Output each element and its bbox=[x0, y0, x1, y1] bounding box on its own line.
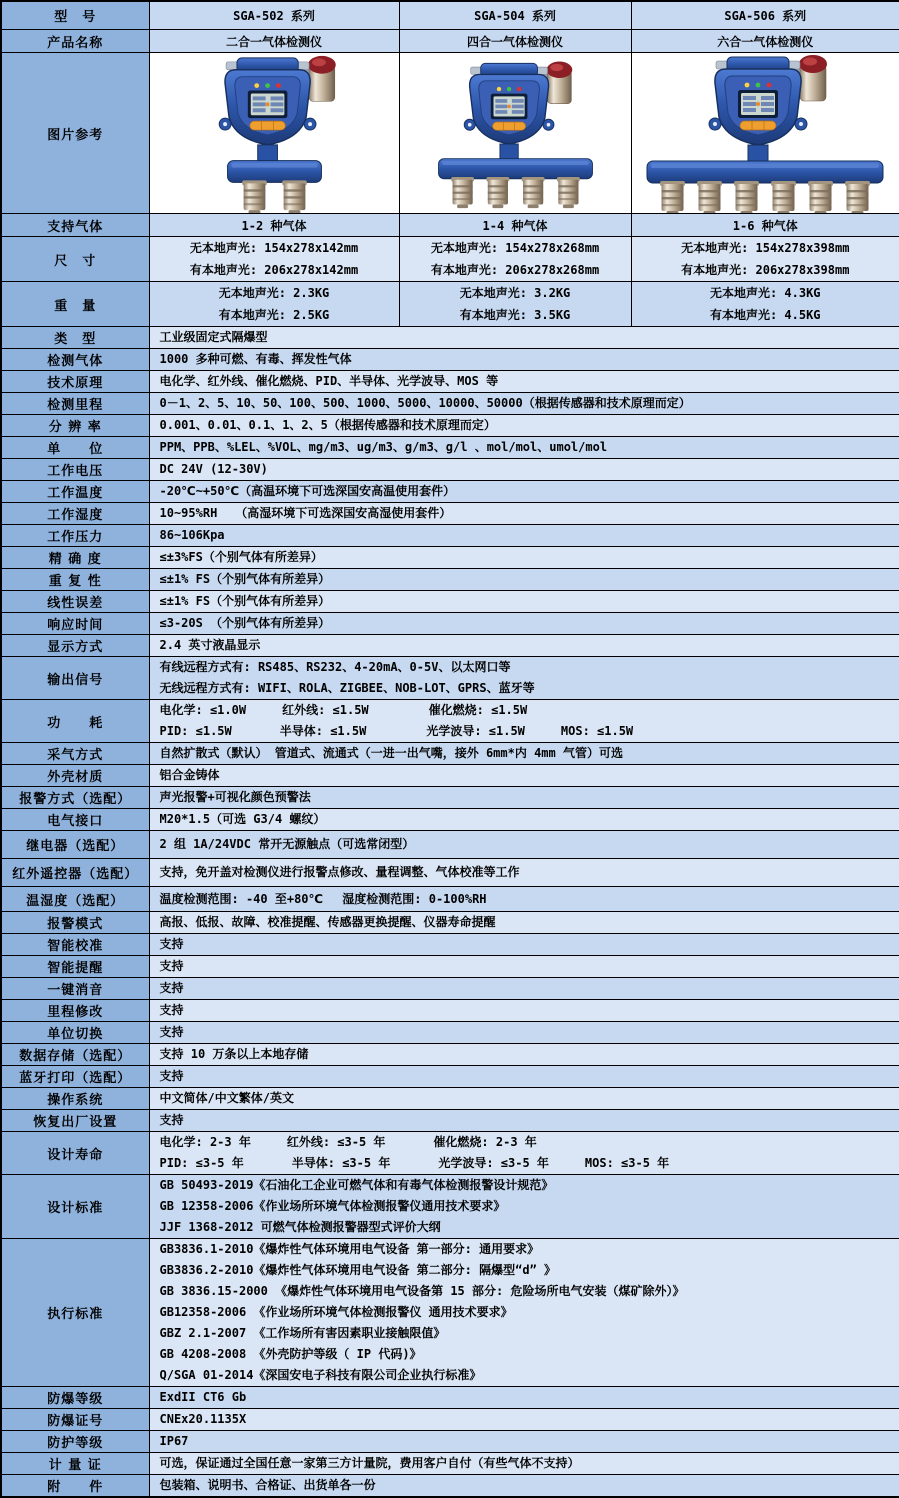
spec-line: PPM、PPB、%LEL、%VOL、mg/m3、ug/m3、g/m3、g/l 、mol/mol、umol/mol bbox=[159, 440, 608, 454]
gas-detector-illustration bbox=[151, 53, 398, 214]
spec-value bbox=[149, 327, 899, 349]
gas-detector-illustration bbox=[401, 53, 630, 214]
supported-gases-value: 1-4 种气体 bbox=[399, 214, 631, 237]
dimensions-row bbox=[1, 237, 899, 282]
row-label: 精 确 度 bbox=[1, 547, 149, 569]
spec-value bbox=[149, 459, 899, 481]
row-label: 温湿度（选配） bbox=[1, 887, 149, 912]
spec-value bbox=[149, 503, 899, 525]
spec-row bbox=[1, 591, 899, 613]
product-name: 四合一气体检测仪 bbox=[399, 30, 631, 53]
spec-value bbox=[149, 831, 899, 859]
row-label: 检测里程 bbox=[1, 393, 149, 415]
spec-value bbox=[149, 1453, 899, 1475]
spec-value bbox=[149, 1132, 899, 1175]
spec-value bbox=[149, 787, 899, 809]
spec-line: 2.4 英寸液晶显示 bbox=[159, 638, 261, 652]
spec-line: 声光报警+可视化颜色预警法 bbox=[159, 790, 311, 804]
weight-line: 无本地声光: 3.2KG bbox=[459, 286, 571, 300]
dimensions-value bbox=[399, 237, 631, 282]
spec-value bbox=[149, 809, 899, 831]
spec-row bbox=[1, 1239, 899, 1387]
row-label: 蓝牙打印（选配） bbox=[1, 1066, 149, 1088]
row-label: 采气方式 bbox=[1, 743, 149, 765]
spec-line: 工业级固定式隔爆型 bbox=[159, 330, 268, 344]
spec-row bbox=[1, 349, 899, 371]
spec-value bbox=[149, 978, 899, 1000]
row-label: 智能校准 bbox=[1, 934, 149, 956]
row-label: 支持气体 bbox=[1, 214, 149, 237]
row-label: 外壳材质 bbox=[1, 765, 149, 787]
spec-line: JJF 1368-2012 可燃气体检测报警器型式评价大纲 bbox=[159, 1220, 441, 1234]
model-name-sga506: SGA-506 系列 bbox=[631, 1, 899, 30]
spec-value bbox=[149, 912, 899, 934]
spec-value bbox=[149, 1088, 899, 1110]
spec-line: GB 50493-2019《石油化工企业可燃气体和有毒气体检测报警设计规范》 bbox=[159, 1178, 554, 1192]
spec-value bbox=[149, 934, 899, 956]
spec-value bbox=[149, 1475, 899, 1498]
spec-line: 2 组 1A/24VDC 常开无源触点（可选常闭型） bbox=[159, 837, 415, 851]
row-label: 报警模式 bbox=[1, 912, 149, 934]
spec-line: ≤±1% FS（个别气体有所差异） bbox=[159, 594, 331, 608]
spec-line: 10~95%RH （高湿环境下可选深国安高湿使用套件） bbox=[159, 506, 452, 520]
spec-line: 1000 多种可燃、有毒、挥发性气体 bbox=[159, 352, 352, 366]
header-row bbox=[1, 1, 899, 30]
row-label: 恢复出厂设置 bbox=[1, 1110, 149, 1132]
spec-table-body bbox=[1, 1, 899, 1497]
spec-row bbox=[1, 831, 899, 859]
spec-row bbox=[1, 1022, 899, 1044]
spec-value bbox=[149, 1022, 899, 1044]
spec-value bbox=[149, 657, 899, 700]
spec-line: PID: ≤1.5W 半导体: ≤1.5W 光学波导: ≤1.5W MOS: ≤1.5W bbox=[159, 724, 634, 738]
spec-value bbox=[149, 1044, 899, 1066]
weight-line: 有本地声光: 2.5KG bbox=[218, 308, 330, 322]
weight-value bbox=[631, 282, 899, 327]
spec-line: 支持 bbox=[159, 981, 184, 995]
spec-value bbox=[149, 1110, 899, 1132]
spec-value bbox=[149, 635, 899, 657]
spec-row bbox=[1, 657, 899, 700]
spec-row bbox=[1, 1409, 899, 1431]
weight-row bbox=[1, 282, 899, 327]
row-label: 工作湿度 bbox=[1, 503, 149, 525]
spec-line: 电化学、红外线、催化燃烧、PID、半导体、光学波导、MOS 等 bbox=[159, 374, 499, 388]
device-image-cell bbox=[631, 53, 899, 214]
spec-value bbox=[149, 859, 899, 887]
weight-value bbox=[399, 282, 631, 327]
row-label: 一键消音 bbox=[1, 978, 149, 1000]
spec-row bbox=[1, 1453, 899, 1475]
spec-line: 支持 10 万条以上本地存储 bbox=[159, 1047, 309, 1061]
spec-line: IP67 bbox=[159, 1434, 189, 1448]
spec-line: PID: ≤3-5 年 半导体: ≤3-5 年 光学波导: ≤3-5 年 MOS: ≤3-5 年 bbox=[159, 1156, 670, 1170]
row-label: 重 量 bbox=[1, 282, 149, 327]
dimensions-line: 无本地声光: 154x278x398mm bbox=[681, 241, 850, 255]
spec-row bbox=[1, 1044, 899, 1066]
spec-line: GB 3836.15-2000 《爆炸性气体环境用电气设备第 15 部分: 危险场所电气安装（煤矿除外）》 bbox=[159, 1284, 685, 1298]
spec-row bbox=[1, 1000, 899, 1022]
spec-row bbox=[1, 415, 899, 437]
device-photo-4in1 bbox=[401, 54, 630, 212]
spec-row bbox=[1, 503, 899, 525]
spec-row bbox=[1, 765, 899, 787]
spec-row bbox=[1, 459, 899, 481]
spec-row bbox=[1, 700, 899, 743]
weight-line: 无本地声光: 2.3KG bbox=[218, 286, 330, 300]
spec-row bbox=[1, 393, 899, 415]
spec-value bbox=[149, 371, 899, 393]
row-label: 执行标准 bbox=[1, 1239, 149, 1387]
device-image-cell bbox=[399, 53, 631, 214]
row-label: 类 型 bbox=[1, 327, 149, 349]
spec-row bbox=[1, 1475, 899, 1498]
spec-line: 支持 bbox=[159, 1003, 184, 1017]
dimensions-line: 无本地声光: 154x278x142mm bbox=[189, 241, 359, 255]
spec-line: 86~106Kpa bbox=[159, 528, 225, 542]
spec-row bbox=[1, 1066, 899, 1088]
row-label-model: 型 号 bbox=[1, 1, 149, 30]
spec-value bbox=[149, 547, 899, 569]
row-label: 智能提醒 bbox=[1, 956, 149, 978]
product-name: 六合一气体检测仪 bbox=[631, 30, 899, 53]
spec-line: 电化学: 2-3 年 红外线: ≤3-5 年 催化燃烧: 2-3 年 bbox=[159, 1135, 537, 1149]
spec-value bbox=[149, 765, 899, 787]
device-photo-2in1 bbox=[151, 54, 398, 212]
spec-row bbox=[1, 327, 899, 349]
row-label: 操作系统 bbox=[1, 1088, 149, 1110]
spec-line: 0－1、2、5、10、50、100、500、1000、5000、10000、50000（根据传感器和技术原理而定） bbox=[159, 396, 691, 410]
spec-value bbox=[149, 481, 899, 503]
spec-value bbox=[149, 1000, 899, 1022]
spec-value bbox=[149, 1066, 899, 1088]
row-label: 设计寿命 bbox=[1, 1132, 149, 1175]
spec-line: 有线远程方式有: RS485、RS232、4-20mA、0-5V、以太网口等 bbox=[159, 660, 511, 674]
spec-line: 支持 bbox=[159, 1025, 184, 1039]
spec-line: DC 24V (12-30V) bbox=[159, 462, 268, 476]
spec-line: 温度检测范围: -40 至+80℃ 湿度检测范围: 0-100%RH bbox=[159, 891, 487, 906]
weight-line: 有本地声光: 3.5KG bbox=[459, 308, 571, 322]
dimensions-line: 有本地声光: 206x278x398mm bbox=[681, 263, 850, 277]
row-label: 报警方式（选配） bbox=[1, 787, 149, 809]
spec-row bbox=[1, 743, 899, 765]
spec-row bbox=[1, 569, 899, 591]
dimensions-line: 有本地声光: 206x278x268mm bbox=[430, 263, 600, 277]
spec-line: 可选，保证通过全国任意一家第三方计量院，费用客户自付（有些气体不支持） bbox=[159, 1456, 580, 1470]
row-label: 单 位 bbox=[1, 437, 149, 459]
spec-line: ≤±3%FS（个别气体有所差异） bbox=[159, 550, 323, 564]
row-label: 红外遥控器（选配） bbox=[1, 859, 149, 887]
row-label: 数据存储（选配） bbox=[1, 1044, 149, 1066]
spec-line: 无线远程方式有: WIFI、ROLA、ZIGBEE、NOB-LOT、GPRS、蓝牙等 bbox=[159, 681, 535, 695]
dimensions-value bbox=[631, 237, 899, 282]
spec-line: -20℃~+50℃（高温环境下可选深国安高温使用套件） bbox=[159, 484, 456, 498]
spec-line: M20*1.5（可选 G3/4 螺纹） bbox=[159, 812, 326, 826]
spec-line: 铝合金铸体 bbox=[159, 768, 220, 782]
spec-value bbox=[149, 700, 899, 743]
spec-row bbox=[1, 859, 899, 887]
weight-line: 无本地声光: 4.3KG bbox=[709, 286, 821, 300]
spec-row bbox=[1, 635, 899, 657]
spec-value bbox=[149, 1239, 899, 1387]
row-label: 响应时间 bbox=[1, 613, 149, 635]
spec-line: GB 4208-2008 《外壳防护等级（ IP 代码)》 bbox=[159, 1347, 422, 1361]
spec-value bbox=[149, 1409, 899, 1431]
spec-value bbox=[149, 1175, 899, 1239]
spec-line: GB3836.1-2010《爆炸性气体环境用电气设备 第一部分: 通用要求》 bbox=[159, 1242, 540, 1256]
spec-value bbox=[149, 591, 899, 613]
model-name-sga502: SGA-502 系列 bbox=[149, 1, 399, 30]
spec-row bbox=[1, 1175, 899, 1239]
spec-value bbox=[149, 415, 899, 437]
spec-row bbox=[1, 1110, 899, 1132]
spec-row bbox=[1, 934, 899, 956]
row-label: 防爆等级 bbox=[1, 1387, 149, 1409]
row-label: 附 件 bbox=[1, 1475, 149, 1498]
spec-line: 支持，免开盖对检测仪进行报警点修改、量程调整、气体校准等工作 bbox=[159, 865, 520, 879]
row-label: 分 辨 率 bbox=[1, 415, 149, 437]
row-label: 防护等级 bbox=[1, 1431, 149, 1453]
image-reference-row bbox=[1, 53, 899, 214]
spec-value bbox=[149, 393, 899, 415]
row-label: 产品名称 bbox=[1, 30, 149, 53]
spec-row bbox=[1, 1088, 899, 1110]
spec-line: GB3836.2-2010《爆炸性气体环境用电气设备 第二部分: 隔爆型“d” 》 bbox=[159, 1263, 556, 1277]
spec-row bbox=[1, 1132, 899, 1175]
spec-line: 电化学: ≤1.0W 红外线: ≤1.5W 催化燃烧: ≤1.5W bbox=[159, 703, 528, 717]
row-label: 显示方式 bbox=[1, 635, 149, 657]
row-label: 线性误差 bbox=[1, 591, 149, 613]
spec-line: GBZ 2.1-2007 《工作场所有害因素职业接触限值》 bbox=[159, 1326, 446, 1340]
row-label: 输出信号 bbox=[1, 657, 149, 700]
gas-detector-illustration bbox=[640, 53, 890, 214]
spec-row bbox=[1, 547, 899, 569]
spec-row bbox=[1, 956, 899, 978]
spec-line: ≤±1% FS（个别气体有所差异） bbox=[159, 572, 331, 586]
spec-line: ExdII CT6 Gb bbox=[159, 1390, 247, 1404]
spec-value bbox=[149, 956, 899, 978]
spec-line: 支持 bbox=[159, 1113, 184, 1127]
device-photo-6in1 bbox=[633, 54, 899, 212]
product-name-row bbox=[1, 30, 899, 53]
spec-row bbox=[1, 912, 899, 934]
spec-row bbox=[1, 1387, 899, 1409]
spec-row bbox=[1, 371, 899, 393]
spec-value bbox=[149, 349, 899, 371]
row-label: 计 量 证 bbox=[1, 1453, 149, 1475]
row-label: 工作电压 bbox=[1, 459, 149, 481]
supported-gases-value: 1-2 种气体 bbox=[149, 214, 399, 237]
device-image-cell bbox=[149, 53, 399, 214]
model-name-sga504: SGA-504 系列 bbox=[399, 1, 631, 30]
spec-value bbox=[149, 437, 899, 459]
dimensions-line: 无本地声光: 154x278x268mm bbox=[430, 241, 600, 255]
row-label: 工作温度 bbox=[1, 481, 149, 503]
row-label: 单位切换 bbox=[1, 1022, 149, 1044]
dimensions-value bbox=[149, 237, 399, 282]
row-label: 电气接口 bbox=[1, 809, 149, 831]
spec-row bbox=[1, 787, 899, 809]
spec-line: GB12358-2006 《作业场所环境气体检测报警仪 通用技术要求》 bbox=[159, 1305, 513, 1319]
spec-line: Q/SGA 01-2014《深国安电子科技有限公司企业执行标准》 bbox=[159, 1368, 482, 1382]
weight-value bbox=[149, 282, 399, 327]
row-label: 图片参考 bbox=[1, 53, 149, 214]
row-label: 技术原理 bbox=[1, 371, 149, 393]
row-label: 里程修改 bbox=[1, 1000, 149, 1022]
spec-line: 0.001、0.01、0.1、1、2、5（根据传感器和技术原理而定） bbox=[159, 418, 496, 432]
row-label: 防爆证号 bbox=[1, 1409, 149, 1431]
row-label: 重 复 性 bbox=[1, 569, 149, 591]
spec-line: 高报、低报、故障、校准提醒、传感器更换提醒、仪器寿命提醒 bbox=[159, 915, 496, 929]
spec-line: 中文简体/中文繁体/英文 bbox=[159, 1091, 294, 1105]
spec-row bbox=[1, 809, 899, 831]
spec-row bbox=[1, 1431, 899, 1453]
row-label: 检测气体 bbox=[1, 349, 149, 371]
spec-line: 自然扩散式（默认） 管道式、流通式（一进一出气嘴，接外 6mm*内 4mm 气管）可选 bbox=[159, 746, 623, 760]
supported-gases-value: 1-6 种气体 bbox=[631, 214, 899, 237]
spec-row bbox=[1, 887, 899, 912]
spec-value bbox=[149, 613, 899, 635]
weight-line: 有本地声光: 4.5KG bbox=[709, 308, 821, 322]
spec-line: 支持 bbox=[159, 1069, 184, 1083]
row-label: 尺 寸 bbox=[1, 237, 149, 282]
spec-line: GB 12358-2006《作业场所环境气体检测报警仪通用技术要求》 bbox=[159, 1199, 506, 1213]
spec-line: ≤3-20S （个别气体有所差异） bbox=[159, 616, 331, 630]
spec-line: 支持 bbox=[159, 937, 184, 951]
row-label: 功 耗 bbox=[1, 700, 149, 743]
row-label: 继电器（选配） bbox=[1, 831, 149, 859]
spec-value bbox=[149, 525, 899, 547]
row-label: 工作压力 bbox=[1, 525, 149, 547]
spec-row bbox=[1, 481, 899, 503]
spec-line: 包装箱、说明书、合格证、出货单各一份 bbox=[159, 1478, 376, 1492]
spec-row bbox=[1, 613, 899, 635]
spec-row bbox=[1, 437, 899, 459]
supported-gases-row bbox=[1, 214, 899, 237]
spec-line: 支持 bbox=[159, 959, 184, 973]
spec-row bbox=[1, 978, 899, 1000]
dimensions-line: 有本地声光: 206x278x142mm bbox=[189, 263, 359, 277]
spec-value bbox=[149, 887, 899, 912]
spec-line: CNEx20.1135X bbox=[159, 1412, 247, 1426]
product-name: 二合一气体检测仪 bbox=[149, 30, 399, 53]
spec-row bbox=[1, 525, 899, 547]
spec-value bbox=[149, 743, 899, 765]
row-label: 设计标准 bbox=[1, 1175, 149, 1239]
spec-value bbox=[149, 1387, 899, 1409]
spec-value bbox=[149, 569, 899, 591]
spec-value bbox=[149, 1431, 899, 1453]
